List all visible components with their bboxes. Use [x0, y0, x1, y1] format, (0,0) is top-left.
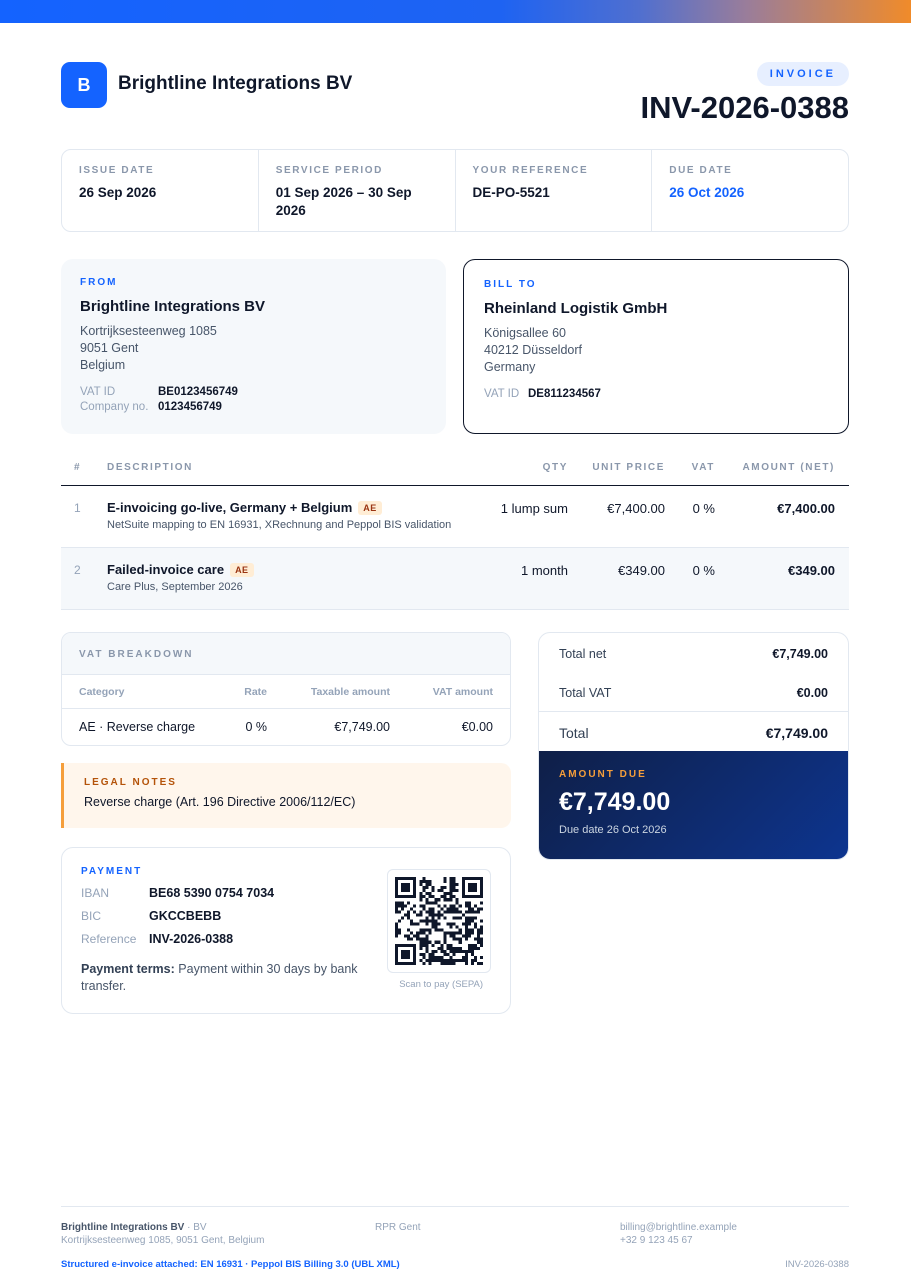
row-unit-price: €7,400.00 — [607, 501, 665, 516]
vat-table-row — [62, 709, 510, 745]
bill-to-address — [484, 325, 828, 376]
total-vat-value: €0.00 — [796, 686, 828, 700]
vat-category-badge: AE — [230, 563, 254, 577]
meta-value: 01 Sep 2026 – 30 Sep 2026 — [275, 185, 412, 218]
meta-issue-date — [62, 150, 259, 231]
legal-notes — [61, 763, 511, 828]
bic-value: GKCCBEBB — [149, 909, 222, 923]
footer-contact — [620, 1221, 737, 1247]
document-type-badge: INVOICE — [757, 62, 849, 86]
bill-to-card — [463, 259, 849, 434]
payment-title: PAYMENT — [81, 866, 143, 877]
qr-caption: Scan to pay (SEPA) — [399, 979, 483, 990]
row-vat: 0 % — [692, 501, 715, 516]
address-line: Kortrijksesteenweg 1085 — [80, 324, 217, 338]
meta-your-reference — [456, 150, 653, 231]
meta-label: ISSUE DATE — [79, 165, 155, 176]
vat-value: DE811234567 — [528, 388, 601, 400]
reference-label: Reference — [81, 932, 137, 946]
col-vat: VAT — [691, 462, 715, 473]
bill-to-name: Rheinland Logistik GmbH — [484, 300, 668, 317]
row-vat: 0 % — [692, 563, 715, 578]
company-logo — [61, 62, 107, 108]
from-address — [80, 323, 427, 374]
footer-address: Kortrijksesteenweg 1085, 9051 Gent, Belgium — [61, 1235, 265, 1246]
vat-label: VAT ID — [484, 388, 520, 400]
bill-to-vat — [484, 387, 828, 402]
meta-service-period — [259, 150, 456, 231]
total-value: €7,749.00 — [765, 725, 828, 741]
bic-label: BIC — [81, 909, 102, 923]
iban-value: BE68 5390 0754 7034 — [149, 886, 275, 900]
vat-table-header — [62, 675, 510, 709]
meta-value: 26 Sep 2026 — [79, 185, 157, 200]
col-qty: QTY — [542, 462, 568, 473]
vat-col-amount: VAT amount — [432, 686, 493, 698]
col-description: DESCRIPTION — [107, 462, 193, 473]
reference-value: INV-2026-0388 — [149, 932, 234, 946]
row-title — [107, 500, 382, 515]
address-line: 9051 Gent — [80, 341, 139, 355]
row-title — [107, 562, 254, 577]
meta-label: DUE DATE — [669, 165, 733, 176]
row-subtitle: Care Plus, September 2026 — [107, 581, 243, 593]
table-row — [61, 486, 849, 548]
logo-initial: B — [77, 74, 91, 95]
company-name: Brightline Integrations BV — [118, 73, 353, 94]
item-title: Failed-invoice care — [107, 562, 225, 577]
accent-bar — [0, 0, 911, 23]
address-line: Germany — [484, 360, 536, 374]
footer-invoice-ref: INV-2026-0388 — [785, 1259, 849, 1270]
vat-col-rate: Rate — [244, 686, 267, 698]
payment-qr-code[interactable] — [387, 869, 491, 973]
iban-label: IBAN — [81, 886, 110, 900]
vat-value: BE0123456749 — [158, 386, 238, 398]
address-line: Belgium — [80, 358, 126, 372]
total-row — [539, 711, 848, 751]
table-header — [61, 454, 849, 486]
address-line: Königsallee 60 — [484, 326, 567, 340]
payment-terms — [81, 961, 381, 995]
vat-amount: €0.00 — [461, 720, 493, 734]
address-line: 40212 Düsseldorf — [484, 343, 582, 357]
vat-breakdown-card — [61, 632, 511, 746]
total-net-row — [539, 633, 848, 672]
meta-value: 26 Oct 2026 — [669, 185, 745, 200]
col-unit-price: UNIT PRICE — [592, 462, 665, 473]
company-no-value: 0123456749 — [158, 401, 222, 413]
row-num: 1 — [74, 501, 81, 515]
totals-card — [538, 632, 849, 860]
invoice-number: INV-2026-0388 — [640, 90, 849, 125]
footer-phone: +32 9 123 45 67 — [620, 1235, 693, 1246]
row-amount: €7,400.00 — [777, 501, 835, 516]
vat-rate: 0 % — [245, 720, 267, 734]
amount-due-panel — [539, 751, 849, 860]
row-num: 2 — [74, 563, 81, 577]
meta-label: YOUR REFERENCE — [472, 165, 589, 176]
table-row — [61, 548, 849, 610]
row-qty: 1 lump sum — [500, 501, 568, 516]
footer-register: RPR Gent — [375, 1222, 421, 1233]
company-no-label: Company no. — [80, 401, 149, 413]
footer-company — [61, 1221, 264, 1247]
structured-einvoice-note: Structured e-invoice attached: EN 16931 · Peppol BIS Billing 3.0 (UBL XML) — [61, 1259, 400, 1270]
from-label: FROM — [80, 277, 118, 288]
qr-code-graphic — [395, 877, 483, 965]
row-unit-price: €349.00 — [618, 563, 665, 578]
vat-breakdown-title: VAT BREAKDOWN — [62, 633, 510, 675]
line-items-table — [61, 454, 849, 610]
vat-category: AE · Reverse charge — [79, 720, 196, 734]
footer-company-name: Brightline Integrations BV — [61, 1222, 185, 1233]
vat-taxable: €7,749.00 — [334, 720, 390, 734]
invoice-meta — [61, 149, 849, 232]
vat-col-taxable: Taxable amount — [310, 686, 390, 698]
payment-terms-text: Payment within 30 days by bank transfer. — [81, 962, 358, 993]
from-vat — [80, 385, 427, 400]
from-company-no — [80, 400, 427, 415]
footer-email[interactable]: billing@brightline.example — [620, 1222, 737, 1233]
amount-due-date: Due date 26 Oct 2026 — [559, 824, 667, 836]
col-amount: AMOUNT (NET) — [742, 462, 835, 473]
amount-due-label: AMOUNT DUE — [559, 769, 647, 780]
vat-col-category: Category — [79, 686, 125, 698]
payment-terms-label: Payment terms: — [81, 962, 175, 976]
from-name: Brightline Integrations BV — [80, 298, 266, 315]
row-qty: 1 month — [521, 563, 568, 578]
legal-notes-title: LEGAL NOTES — [84, 777, 177, 788]
total-label: Total — [559, 725, 589, 741]
item-title: E-invoicing go-live, Germany + Belgium — [107, 500, 353, 515]
total-net-label: Total net — [559, 647, 607, 661]
legal-notes-text: Reverse charge (Art. 196 Directive 2006/112/EC) — [84, 795, 356, 809]
amount-due-value: €7,749.00 — [559, 788, 671, 816]
row-subtitle: NetSuite mapping to EN 16931, XRechnung and Peppol BIS validation — [107, 519, 452, 531]
total-vat-row — [539, 672, 848, 711]
total-vat-label: Total VAT — [559, 686, 612, 700]
row-amount: €349.00 — [788, 563, 835, 578]
meta-label: SERVICE PERIOD — [275, 165, 383, 176]
meta-due-date — [652, 150, 848, 231]
meta-value: DE-PO-5521 — [472, 185, 550, 200]
footer-divider — [61, 1206, 849, 1207]
vat-label: VAT ID — [80, 386, 116, 398]
bill-to-label: BILL TO — [484, 279, 537, 290]
total-net-value: €7,749.00 — [772, 647, 828, 661]
vat-category-badge: AE — [358, 501, 382, 515]
payment-card — [61, 847, 511, 1014]
col-num: # — [74, 462, 82, 473]
footer-legal-form: · BV — [187, 1222, 207, 1233]
from-card — [61, 259, 446, 434]
